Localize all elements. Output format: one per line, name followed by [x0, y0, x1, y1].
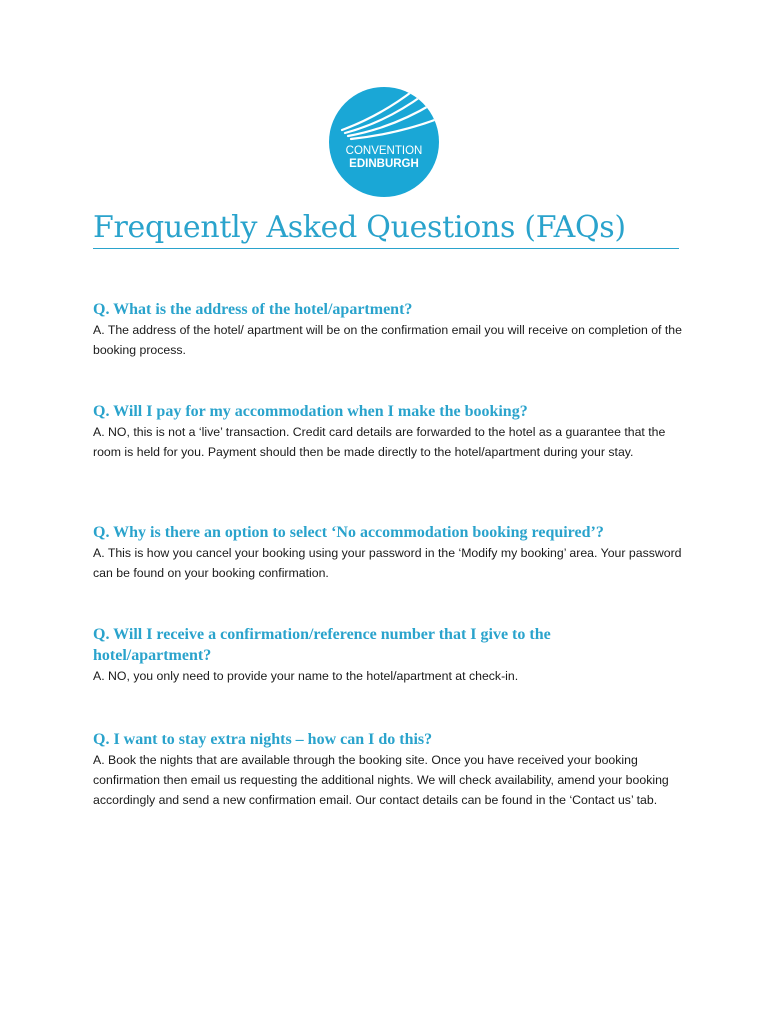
- faq-answer: A. This is how you cancel your booking using your password in the ‘Modify my booking’ area. Your password can be found on your booking confirmation.: [93, 546, 682, 580]
- logo-text-line1: CONVENTION: [345, 145, 423, 157]
- faq-question: Q. Will I receive a confirmation/reference number that I give to the hotel/apartment?: [93, 626, 551, 664]
- faq-question: Q. I want to stay extra nights – how can I do this?: [93, 731, 433, 748]
- faq-answer: A. The address of the hotel/ apartment will be on the confirmation email you will receive on completion of the booking process.: [93, 323, 682, 357]
- convention-edinburgh-logo: [328, 86, 440, 198]
- faq-answer: A. Book the nights that are available through the booking site. Once you have received your booking confirmation then email us requesting the additional nights. We will check availability, amend your booking accordingly and send a new confirmation email. Our contact details can be found in the ‘Contact us’ tab.: [93, 753, 669, 807]
- faq-answer: A. NO, this is not a ‘live’ transaction. Credit card details are forwarded to the hotel as a guarantee that the room is held for you. Payment should then be made directly to the hotel/apartment during your stay.: [93, 425, 666, 459]
- faq-item-5: [93, 729, 683, 810]
- faq-item-2: [93, 401, 683, 462]
- faq-item-3: [93, 522, 683, 583]
- page-title: Frequently Asked Questions (FAQs): [93, 210, 626, 245]
- faq-answer: A. NO, you only need to provide your name to the hotel/apartment at check-in.: [93, 669, 519, 683]
- title-divider: [93, 248, 679, 249]
- faq-question: Q. Why is there an option to select ‘No accommodation booking required’?: [93, 524, 604, 541]
- faq-item-4: [93, 624, 633, 686]
- faq-question: Q. What is the address of the hotel/apartment?: [93, 301, 413, 318]
- logo-text-line2: EDINBURGH: [349, 158, 419, 170]
- faq-question: Q. Will I pay for my accommodation when I make the booking?: [93, 403, 528, 420]
- faq-item-1: [93, 299, 683, 360]
